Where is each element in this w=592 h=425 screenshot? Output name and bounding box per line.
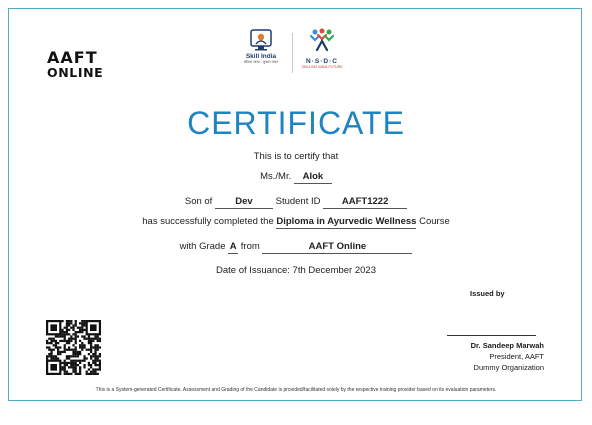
skill-india-logo (239, 28, 283, 65)
issued-by-label: Issued by (470, 289, 505, 298)
certify-text: This is to certify that (253, 151, 339, 162)
signatory-name: Dr. Sandeep Marwah (470, 341, 544, 350)
signatory-organization: Dummy Organization (473, 363, 544, 372)
student-id: AAFT1222 (323, 196, 407, 209)
skill-india-emblem-icon (249, 28, 273, 52)
nsdc-logo-icon (307, 28, 337, 52)
course-name: Diploma in Ayurvedic Wellness (276, 216, 417, 227)
parent-name: Dev (215, 196, 273, 209)
name-line (0, 171, 592, 184)
nsdc-logo (298, 28, 346, 69)
skill-india-text: Skill India (245, 53, 277, 60)
nsdc-tagline: SKILLING INDIA FUTURE (301, 65, 343, 69)
aaft-logo-line1: AAFT (47, 48, 98, 67)
skill-india-tagline: कौशल भारत - कुशल भारत (243, 60, 279, 64)
institution-name: AAFT Online (262, 241, 412, 254)
signature-line (447, 335, 536, 336)
grade-value: A (229, 241, 237, 252)
aaft-online-logo (47, 50, 103, 80)
certificate-title: CERTIFICATE (187, 105, 405, 141)
grade-prefix: with Grade (179, 241, 226, 252)
parent-line (0, 196, 592, 209)
signatory-role: President, AAFT (489, 352, 544, 361)
nsdc-text: N·S·D·C (306, 58, 338, 65)
son-of-label: Son of (184, 196, 213, 207)
salutation: Ms./Mr. (260, 171, 292, 182)
issuance-date: Date of Issuance: 7th December 2023 (215, 265, 376, 276)
qr-code-icon (46, 320, 101, 375)
grade-line (0, 241, 592, 254)
course-line (0, 216, 592, 229)
logo-divider (292, 33, 293, 73)
certify-line (0, 151, 592, 162)
student-id-label: Student ID (275, 196, 321, 207)
issuance-line (0, 265, 592, 276)
completed-prefix: has successfully completed the (142, 216, 274, 227)
candidate-name: Alok (294, 171, 332, 184)
from-label: from (240, 241, 260, 252)
footer-disclaimer: This is a System-generated Certificate. Assessment and Grading of the Candidate is provided/facilitated solely by the respective training provider based on its evaluation parameters. (95, 387, 497, 393)
course-suffix: Course (419, 216, 450, 227)
aaft-logo-line2: ONLINE (47, 65, 104, 80)
signatory-block (440, 340, 544, 373)
